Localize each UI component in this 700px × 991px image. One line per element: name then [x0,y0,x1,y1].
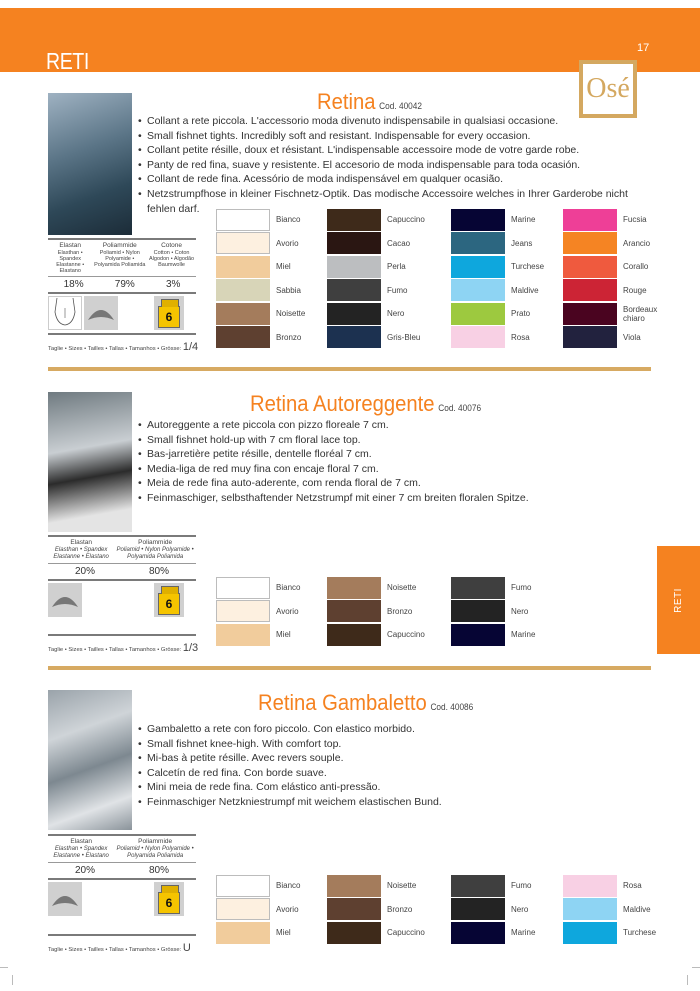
composition-table [48,834,196,917]
composition-table [48,535,196,618]
crop-mark [687,975,688,985]
box-6-icon [154,296,184,330]
body-shape-icon [48,296,82,330]
color-name: Bronzo [387,904,413,914]
color-swatch [563,302,671,326]
brand-logo [579,60,637,118]
color-name: Miel [276,928,291,938]
color-name: Marine [511,215,536,225]
product-photo-retina-autoreggente [48,392,132,532]
product-code: Cod. 40076 [438,403,482,413]
color-swatch [451,600,559,624]
fiber-percent: 20% [74,865,95,876]
fiber-name: Poliammide [138,838,173,845]
swatch-box [327,326,381,348]
sizes-label: Taglie • Sizes • Tailles • Tallas • Tamanhos • Grösse: [48,647,182,653]
swatch-box [216,279,270,301]
swatch-box [451,303,505,325]
description-line: • Small fishnet tights. Incredibly soft and resistant. Indispensable for every occasion. [138,129,653,144]
color-name: Avorio [276,238,299,248]
color-name: Fucsia [623,215,647,225]
swatch-box [563,256,617,278]
color-name: Capuccino [387,630,425,640]
product-description [138,722,653,810]
fiber-percent: 3% [165,279,181,290]
fiber-percent: 20% [74,566,95,577]
color-column [216,208,324,349]
swatch-box [451,600,505,622]
fiber-name: Elastan [70,838,92,845]
color-swatch [327,600,435,624]
crop-mark [692,967,700,968]
product-name: Retina Autoreggente [250,391,435,416]
side-tab-label: RETI [673,587,684,613]
color-swatch [451,898,559,922]
fiber-sub: Elasthan • Spandex Elastanne • Elastano [56,250,85,274]
color-swatch [563,921,671,945]
color-column [451,576,559,647]
swatch-box [451,326,505,348]
sizes-value: U [182,942,191,954]
swatch-box [216,232,270,254]
description-line: • Collant de rede fina. Acessório de moda indispensável em qualquer ocasião. [138,172,653,187]
composition-header [48,836,196,862]
color-column [451,208,559,349]
color-swatch [563,232,671,256]
color-swatch [216,600,324,624]
swatch-box [563,279,617,301]
swatch-box [563,326,617,348]
fiber-sub: Poliamid • Nylon Polyamide • Polyamida Poliamida [116,846,194,859]
swatch-box [216,898,270,920]
fiber-sub: Poliamid • Nylon Polyamide • Polyamida Poliamida [94,250,146,268]
color-swatch [216,279,324,303]
fiber-sub: Cotton • Coton Algodon • Algodão Baumwolle [149,250,195,268]
rule [48,878,196,880]
composition-header [48,240,196,276]
color-column [451,874,559,945]
swatch-box [327,279,381,301]
swatch-box [327,232,381,254]
swatch-box [451,256,505,278]
swatch-box [216,577,270,599]
color-name: Miel [276,630,291,640]
swatch-box [216,600,270,622]
color-name: Arancio [623,238,651,248]
swatch-box [451,922,505,944]
box-number: 6 [158,593,180,615]
product-title [250,391,481,417]
color-swatch [451,302,559,326]
fiber [114,838,196,860]
fiber-name: Elastan [59,242,82,249]
section-divider [48,666,651,670]
color-name: Bianco [276,215,301,225]
fiber-percent: 79% [114,279,135,290]
swatch-box [563,209,617,231]
color-swatch [216,255,324,279]
description-line: • Small fishnet knee-high. With comfort top. [138,737,653,752]
product-photo-retina-gambaletto [48,690,132,830]
color-column [327,208,435,349]
color-column [216,576,324,647]
swatch-box [216,875,270,897]
color-column [327,874,435,945]
color-swatch [451,921,559,945]
product-icons [48,882,196,917]
color-swatch [563,898,671,922]
color-name: Capuccino [387,215,425,225]
color-swatch [216,208,324,232]
color-name: Avorio [276,606,299,616]
color-name: Nero [387,309,405,319]
color-swatch [327,623,435,647]
composition-table [48,238,196,331]
product-name: Retina [317,89,376,114]
box-6-icon [154,583,184,617]
page-number: 17 [637,42,650,54]
swatch-box [451,624,505,646]
color-swatch [327,326,435,350]
dtex-icon [48,882,82,916]
color-name: Fumo [387,285,408,295]
swatch-box [327,256,381,278]
swatch-box [216,326,270,348]
description-line: • Mi-bas à petite résille. Avec revers souple. [138,751,653,766]
color-column [563,208,671,349]
fiber-percent: 18% [63,279,84,290]
fiber-sub: Elasthan • Spandex Elastanne • Elastano [53,547,109,560]
product-title [317,89,422,115]
description-line: • Collant petite résille, doux et résistant. L'indispensable accessoire mode de votre garde robe. [138,143,653,158]
box-number: 6 [158,892,180,914]
color-name: Noisette [387,583,417,593]
swatch-box [216,209,270,231]
fiber-sub: Elasthan • Spandex Elastanne • Elastano [53,846,109,859]
product-icons [48,296,196,331]
color-name: Maldive [623,904,651,914]
product-description [138,418,653,506]
swatch-box [216,624,270,646]
rule [48,292,196,294]
sizes-value: 1/4 [182,341,199,353]
product-photo-retina [48,93,132,235]
color-name: Marine [511,630,536,640]
color-name: Bianco [276,583,301,593]
color-name: Cacao [387,238,411,248]
color-swatch [327,232,435,256]
fiber-percent: 80% [148,566,169,577]
color-swatch [563,874,671,898]
color-swatch [563,255,671,279]
color-name: Turchese [511,262,545,272]
swatch-box [563,898,617,920]
fiber-percent: 80% [148,865,169,876]
color-swatch [327,255,435,279]
color-name: Bronzo [276,332,302,342]
size-info [48,333,199,353]
composition-percentages [48,276,196,292]
color-column [216,874,324,945]
color-name: Avorio [276,904,299,914]
swatch-box [327,600,381,622]
composition-header [48,537,196,563]
color-name: Fumo [511,583,532,593]
color-name: Noisette [387,881,417,891]
swatch-box [327,303,381,325]
color-name: Jeans [511,238,533,248]
color-name: Rouge [623,285,647,295]
description-line: • Gambaletto a rete con foro piccolo. Con elastico morbido. [138,722,653,737]
swatch-box [216,256,270,278]
color-swatch [451,208,559,232]
swatch-box [451,898,505,920]
color-swatch [327,279,435,303]
fiber-sub: Poliamid • Nylon Polyamide • Polyamida Poliamida [116,547,194,560]
description-line: • Feinmaschiger Netzkniestrumpf mit weichem elastischen Bund. [138,795,653,810]
fiber [48,539,114,561]
color-name: Nero [511,606,529,616]
color-swatch [451,623,559,647]
description-line: • Bas-jarretière petite résille, dentelle floréal 7 cm. [138,447,653,462]
color-swatch [216,302,324,326]
color-swatch [451,576,559,600]
color-name: Sabbia [276,285,301,295]
color-swatch [327,208,435,232]
section-title: RETI [46,48,89,74]
description-line: • Collant a rete piccola. L'accessorio moda divenuto indispensabile in qualsiasi occasione. [138,114,653,129]
fiber-name: Elastan [70,539,92,546]
color-swatch [563,279,671,303]
color-swatch [451,279,559,303]
fiber-name: Poliammide [138,539,173,546]
description-line: • Panty de red fina, suave y resistente. El accesorio de moda indispensable para toda ocasión. [138,158,653,173]
color-name: Rosa [511,332,530,342]
swatch-box [327,577,381,599]
dtex-icon [48,583,82,617]
color-name: Prato [511,309,531,319]
fiber [48,242,92,274]
color-swatch [451,255,559,279]
sizes-value: 1/3 [182,642,199,654]
brand-logo-text: Osé [586,73,630,104]
color-name: Marine [511,928,536,938]
color-swatch [451,326,559,350]
color-name: Maldive [511,285,539,295]
swatch-box [451,209,505,231]
color-swatch [216,576,324,600]
swatch-box [327,898,381,920]
size-info [48,634,199,654]
fiber-name: Poliammide [102,242,137,249]
product-description [138,114,653,216]
size-info [48,934,196,954]
color-name: Gris-Bleu [387,332,421,342]
color-column [563,874,671,945]
color-swatch [216,232,324,256]
swatch-box [563,303,617,325]
crop-mark [12,975,13,985]
color-swatch [327,302,435,326]
rule [48,579,196,581]
swatch-box [327,875,381,897]
box-6-icon [154,882,184,916]
side-tab [657,546,700,654]
swatch-box [451,232,505,254]
product-code: Cod. 40086 [430,702,474,712]
description-line: • Small fishnet hold-up with 7 cm floral lace top. [138,433,653,448]
color-name: Bianco [276,881,301,891]
color-swatch [451,874,559,898]
color-name: Nero [511,904,529,914]
sizes-label: Taglie • Sizes • Tailles • Tallas • Tamanhos • Grösse: [48,346,182,352]
description-line: • Media-liga de red muy fina con encaje floral 7 cm. [138,462,653,477]
color-swatch [327,874,435,898]
box-number: 6 [158,306,180,328]
fiber [147,242,196,274]
swatch-box [563,232,617,254]
description-line: • Mini meia de rede fina. Com elástico anti-pressão. [138,780,653,795]
swatch-box [327,624,381,646]
color-name: Rosa [623,881,642,891]
color-name: Miel [276,262,291,272]
color-name: Bronzo [387,606,413,616]
color-swatch [327,576,435,600]
color-swatch [563,326,671,350]
color-name: Noisette [276,309,306,319]
color-name: Corallo [623,262,649,272]
product-name: Retina Gambaletto [258,690,427,715]
color-name: Bordeaux chiaro [623,304,658,323]
color-name: Fumo [511,881,532,891]
description-line: • Calcetín de red fina. Con borde suave. [138,766,653,781]
color-name: Perla [387,262,406,272]
fiber-name: Cotone [161,242,183,249]
description-line: • Netzstrumpfhose in kleiner Fischnetz-Optik. Das modische Accessoire welches in Ihrer Garderobe nicht fehlen darf. [138,187,653,216]
swatch-box [327,922,381,944]
color-name: Turchese [623,928,657,938]
swatch-box [216,922,270,944]
color-swatch [451,232,559,256]
fiber [114,539,196,561]
product-code: Cod. 40042 [379,101,423,111]
color-swatch [563,208,671,232]
swatch-box [451,875,505,897]
color-swatch [216,874,324,898]
fiber [92,242,147,274]
swatch-box [563,875,617,897]
swatch-box [563,922,617,944]
fiber [48,838,114,860]
sizes-label: Taglie • Sizes • Tailles • Tallas • Tamanhos • Grösse: [48,947,182,953]
product-icons [48,583,196,618]
composition-percentages [48,862,196,878]
product-title [258,690,473,716]
description-line: • Feinmaschiger, selbsthaftender Netzstrumpf mit einer 7 cm breiten floralen Spitze. [138,491,653,506]
description-line: • Autoreggente a rete piccola con pizzo floreale 7 cm. [138,418,653,433]
swatch-box [327,209,381,231]
color-swatch [216,326,324,350]
swatch-box [451,577,505,599]
color-swatch [216,921,324,945]
color-swatch [327,898,435,922]
section-divider [48,367,651,371]
swatch-box [216,303,270,325]
crop-mark [0,967,8,968]
color-name: Viola [623,332,641,342]
color-swatch [216,898,324,922]
color-name: Capuccino [387,928,425,938]
color-swatch [216,623,324,647]
composition-percentages [48,563,196,579]
color-swatch [327,921,435,945]
swatch-box [451,279,505,301]
description-line: • Meia de rede fina auto-aderente, com renda floral de 7 cm. [138,476,653,491]
color-column [327,576,435,647]
dtex-icon [84,296,118,330]
